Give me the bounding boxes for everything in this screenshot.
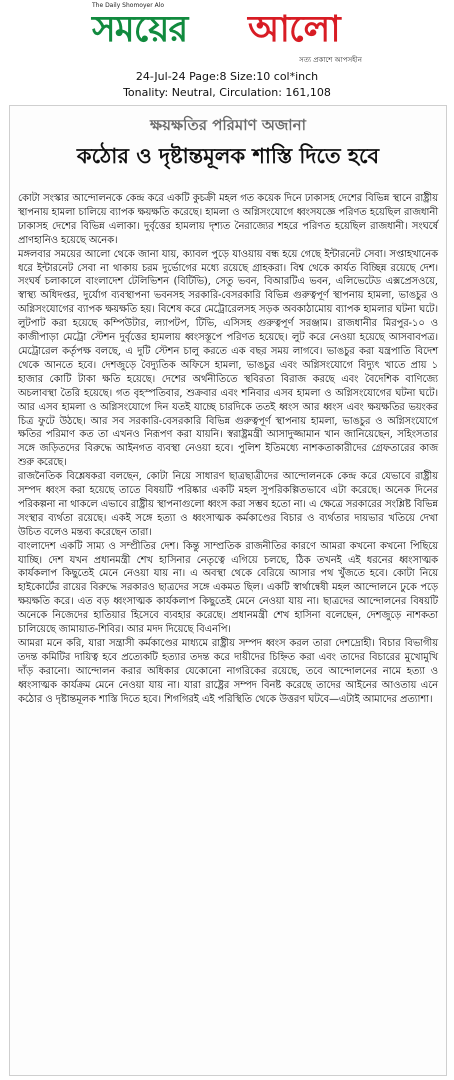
- article-headline: কঠোর ও দৃষ্টান্তমূলক শাস্তি দিতে হবে: [76, 144, 380, 168]
- logo-word-alo: আলো: [248, 9, 340, 50]
- clipping-meta-date-page: 24-Jul-24 Page:8 Size:10 col*inch: [135, 70, 319, 83]
- article-paragraph: বাংলাদেশ একটি সাম্য ও সম্প্রীতির দেশ। কিন্তু সাম্প্রতিক রাজনীতির কারণে আমরা কখনো কখনো পিছিয়ে যাচ্ছি। দেশ যখন প্রধানমন্ত্রী শেখ হাসিনার নেতৃত্বে এগিয়ে চলছে, ঠিক তখনই এই ধরনের ধ্বংসাত্মক কার্যকলাপ কিছুতেই মেনে নেওয়া যায় না। এ অবস্থা থেকে বেরিয়ে আসার পথ খুঁজতে হবে। কোটা নিয়ে হাইকোর্টের রায়ের বিরুদ্ধে সরকারও ছাত্রদের সঙ্গে একমত ছিল। একটি স্বার্থান্বেষী মহল আন্দোলনে ঢুকে পড়ে ক্ষয়ক্ষতি করে। এত বড় ধ্বংসাত্মক কার্যকলাপ কিছুতেই মেনে নেওয়া যায় না। ছাত্রদের আন্দোলনের বিষয়টি অনেকে নিজেদের হাতিয়ার হিসেবে ব্যবহার করেছে। প্রধানমন্ত্রী শেখ হাসিনা বলেছেন, দেশজুড়ে নাশকতা চালিয়েছে জামায়াত-শিবির। আর মদদ দিয়েছে বিএনপি।: [18, 540, 438, 636]
- newspaper-logo: [92, 8, 362, 52]
- masthead-motto: সত্য প্রকাশে আপসহীন: [299, 56, 362, 64]
- article-paragraph: আমরা মনে করি, যারা সন্ত্রাসী কর্মকাণ্ডের মাধ্যমে রাষ্ট্রীয় সম্পদ ধ্বংস করল তারা দেশদ্রোহী। বিচার বিভাগীয় তদন্ত কমিটির দায়িত্ব হবে প্রত্যেকটি হত্যার তদন্ত করে দায়ীদের চিহ্নিত করা এবং তাদের বিচারের মুখোমুখি দাঁড় করানো। আন্দোলন করার অধিকার যেকোনো নাগরিকের রয়েছে, তবে আন্দোলনের নামে হত্যা ও ধ্বংসাত্মক কার্যক্রম মেনে নেওয়া যায় না। যারা রাষ্ট্রের সম্পদ বিনষ্ট করেছে তাদের আইনের আওতায় এনে কঠোর ও দৃষ্টান্তমূলক শাস্তি দিতে হবে। শিগগিরই এই পরিস্থিতি থেকে উত্তরণ ঘটবে—এটাই আমাদের প্রত্যাশা।: [18, 638, 438, 705]
- article-paragraph: কোটা সংস্কার আন্দোলনকে কেন্দ্র করে একটি কুচক্রী মহল গত কয়েক দিনে ঢাকাসহ দেশের বিভিন্ন স্থানে রাষ্ট্রীয় স্থাপনায় হামলা চালিয়ে ব্যাপক ক্ষয়ক্ষতি করেছে। হামলা ও অগ্নিসংযোগে ধ্বংসযজ্ঞে পরিণত হয়েছিল রাজধানী ঢাকাসহ দেশের বিভিন্ন এলাকা। দুর্বৃত্তের হামলায় দৃশ্যত নৈরাজ্যের শহরে পরিণত হয়েছিল রাজধানী। সংঘর্ষে প্রাণহানিও হয়েছে অনেক।: [18, 193, 438, 246]
- clipping-meta-tonality: Tonality: Neutral, Circulation: 161,108: [123, 86, 331, 99]
- logo-word-shomoyer: সময়ের: [92, 9, 188, 50]
- article-body: [18, 192, 438, 707]
- article-clipping: [9, 105, 447, 1076]
- masthead-english-name: The Daily Shomoyer Alo: [92, 2, 165, 9]
- masthead: [0, 0, 454, 78]
- article-paragraph: মঙ্গলবার সময়ের আলো থেকে জানা যায়, ক্যাবল পুড়ে যাওয়ায় বন্ধ হয়ে গেছে ইন্টারনেট সেবা। সপ্তাহখানেক ধরে ইন্টারনেট সেবা না থাকায় চরম দুর্ভোগের মধ্যে রয়েছে গ্রাহকরা। বিশ্ব থেকে কার্যত বিচ্ছিন্ন রয়েছে দেশ। সংঘর্ষ চলাকালে বাংলাদেশ টেলিভিশন (বিটিভি), সেতু ভবন, বিআরটিএ ভবন, এলিভেটেড এক্সপ্রেসওয়ে, স্বাস্থ্য অধিদপ্তর, দুর্যোগ ব্যবস্থাপনা ভবনসহ সরকারি-বেসরকারি বিভিন্ন গুরুত্বপূর্ণ স্থাপনায় হামলা, ভাঙচুর ও অগ্নিসংযোগের ব্যাপক ক্ষয়ক্ষতি হয়। বিশেষ করে মেট্রোরেলসহ সড়ক অবকাঠামোয় ব্যাপক হামলার ঘটনা ঘটে। লুটপাট করা হয়েছে কম্পিউটার, ল্যাপটপ, টিভি, এসিসহ গুরুত্বপূর্ণ সরঞ্জাম। রাজধানীর মিরপুর-১০ ও কাজীপাড়া মেট্রো স্টেশন দুর্বৃত্তের হামলায় ধ্বংসস্তূপে পরিণত হয়েছে। লুট করে নেওয়া হয়েছে আসবাবপত্র। মেট্রোরেল কর্তৃপক্ষ বলছে, এ দুটি স্টেশন চালু করতে এক বছর সময় লাগবে। ভাঙচুর করা যন্ত্রপাতি বিদেশ থেকে আনতে হবে। দেশজুড়ে বৈদ্যুতিক অফিসে হামলা, ভাঙচুর এবং অগ্নিসংযোগে বিদ্যুৎ খাতে প্রায় ১ হাজার কোটি টাকা ক্ষতি হয়েছে। দেশের অর্থনীতিতে স্থবিরতা বিরাজ করছে এবং বৈদেশিক বাণিজ্যে অচলাবস্থা তৈরি হয়েছে। গত বৃহস্পতিবার, শুক্রবার এবং শনিবার এসব হামলা ও অগ্নিসংযোগের ঘটনা ঘটে। আর এসব হামলা ও অগ্নিসংযোগে দিন যতই যাচ্ছে চারদিকে ততই ধ্বংস আর ধ্বংস এবং ক্ষয়ক্ষতির ভয়ংকর চিত্র ফুটে উঠছে। আর সব সরকারি-বেসরকারি বিভিন্ন গুরুত্বপূর্ণ স্থাপনায় হামলা, ভাঙচুর ও অগ্নিসংযোগে ক্ষতির পরিমাণ কত তা এখনও নিরূপণ করা যায়নি। স্বরাষ্ট্রমন্ত্রী আসাদুজ্জামান খান জানিয়েছেন, সহিংসতার সঙ্গে জড়িতদের বিরুদ্ধে আইনগত ব্যবস্থা নেওয়া হবে। পুলিশ ইতিমধ্যে নাশকতাকারীদের গ্রেফতারের কাজ শুরু করেছে।: [18, 248, 438, 469]
- article-kicker: ক্ষয়ক্ষতির পরিমাণ অজানা: [150, 116, 306, 134]
- article-paragraph: রাজনৈতিক বিশ্লেষকরা বলছেন, কোটা নিয়ে সাধারণ ছাত্রছাত্রীদের আন্দোলনকে কেন্দ্র করে যেভাবে রাষ্ট্রীয় সম্পদ ধ্বংস করা হয়েছে তাতে বিষয়টি পরিষ্কার একটি মহল সুপরিকল্পিতভাবে এটা করেছে। অনেক দিনের পরিকল্পনা না থাকলে এভাবে রাষ্ট্রীয় স্থাপনাগুলো ধ্বংস করা সম্ভব হতো না। এ ক্ষেত্রে সরকারের সংশ্লিষ্ট বিভিন্ন সংস্থার ব্যর্থতা রয়েছে। একই সঙ্গে হত্যা ও ধ্বংসাত্মক কর্মকাণ্ডের বিচার ও ব্যর্থতার দায়ভার খতিয়ে দেখা উচিত বলেও মন্তব্য করেছেন তারা।: [18, 471, 438, 538]
